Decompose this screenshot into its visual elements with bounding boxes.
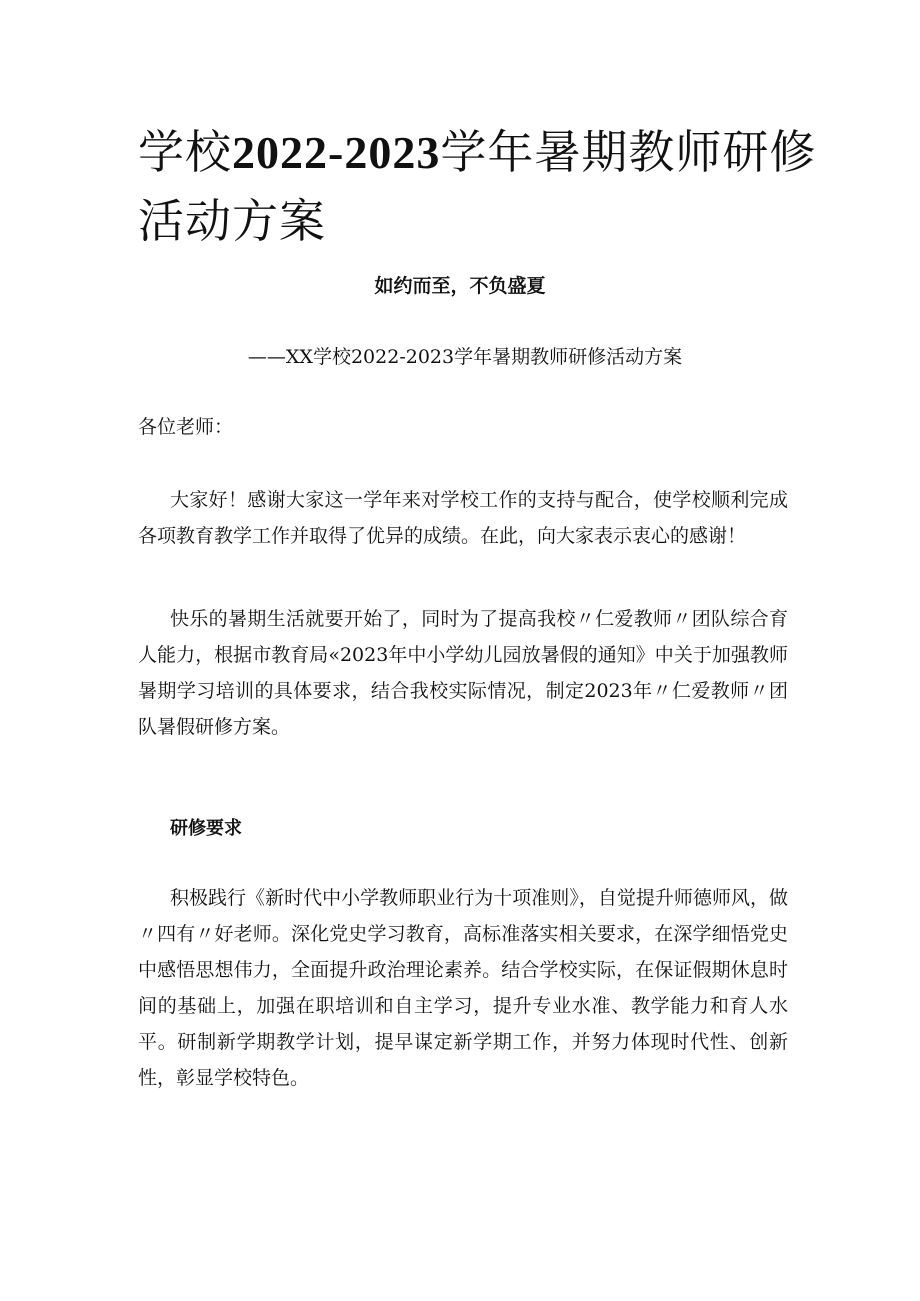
title-part-1: 学校 [138, 125, 232, 179]
paragraph-requirements: 积极践行《新时代中小学教师职业行为十项准则》，自觉提升师德师风，做〃四有〃好老师。深化党史学习教育，高标准落实相关要求，在深学细悟党史中感悟思想伟力，全面提升政治理论素养。结合学校实际，在保证假期休息时间的基础上，加强在职培训和自主学习，提升专业水准、教学能力和育人水平。研制新学期教学计划，提早谋定新学期工作，并努力体现时代性、创新性，彰显学校特色。 [138, 887, 788, 1089]
section-heading-requirements: 研修要求 [170, 818, 242, 839]
document-subtitle: 如约而至，不负盛夏 [374, 275, 546, 297]
document-subheading: ——XX学校2022-2023学年暑期教师研修活动方案 [247, 346, 683, 368]
salutation: 各位老师： [138, 416, 234, 438]
title-part-2: 学年暑期教师研修活动方案 [138, 125, 817, 248]
paragraph-purpose: 快乐的暑期生活就要开始了，同时为了提高我校〃仁爱教师〃团队综合育人能力，根据市教育局«2023年中小学幼儿园放暑假的通知》中关于加强教师暑期学习培训的具体要求，结合我校实际情况，制定2023年〃仁爱教师〃团队暑假研修方案。 [138, 608, 788, 738]
paragraph-greeting: 大家好！感谢大家这一学年来对学校工作的支持与配合，使学校顺利完成各项教育教学工作并取得了优异的成绩。在此，向大家表示衷心的感谢！ [138, 489, 788, 547]
title-year: 2022-2023 [232, 127, 441, 178]
document-title [138, 118, 818, 255]
